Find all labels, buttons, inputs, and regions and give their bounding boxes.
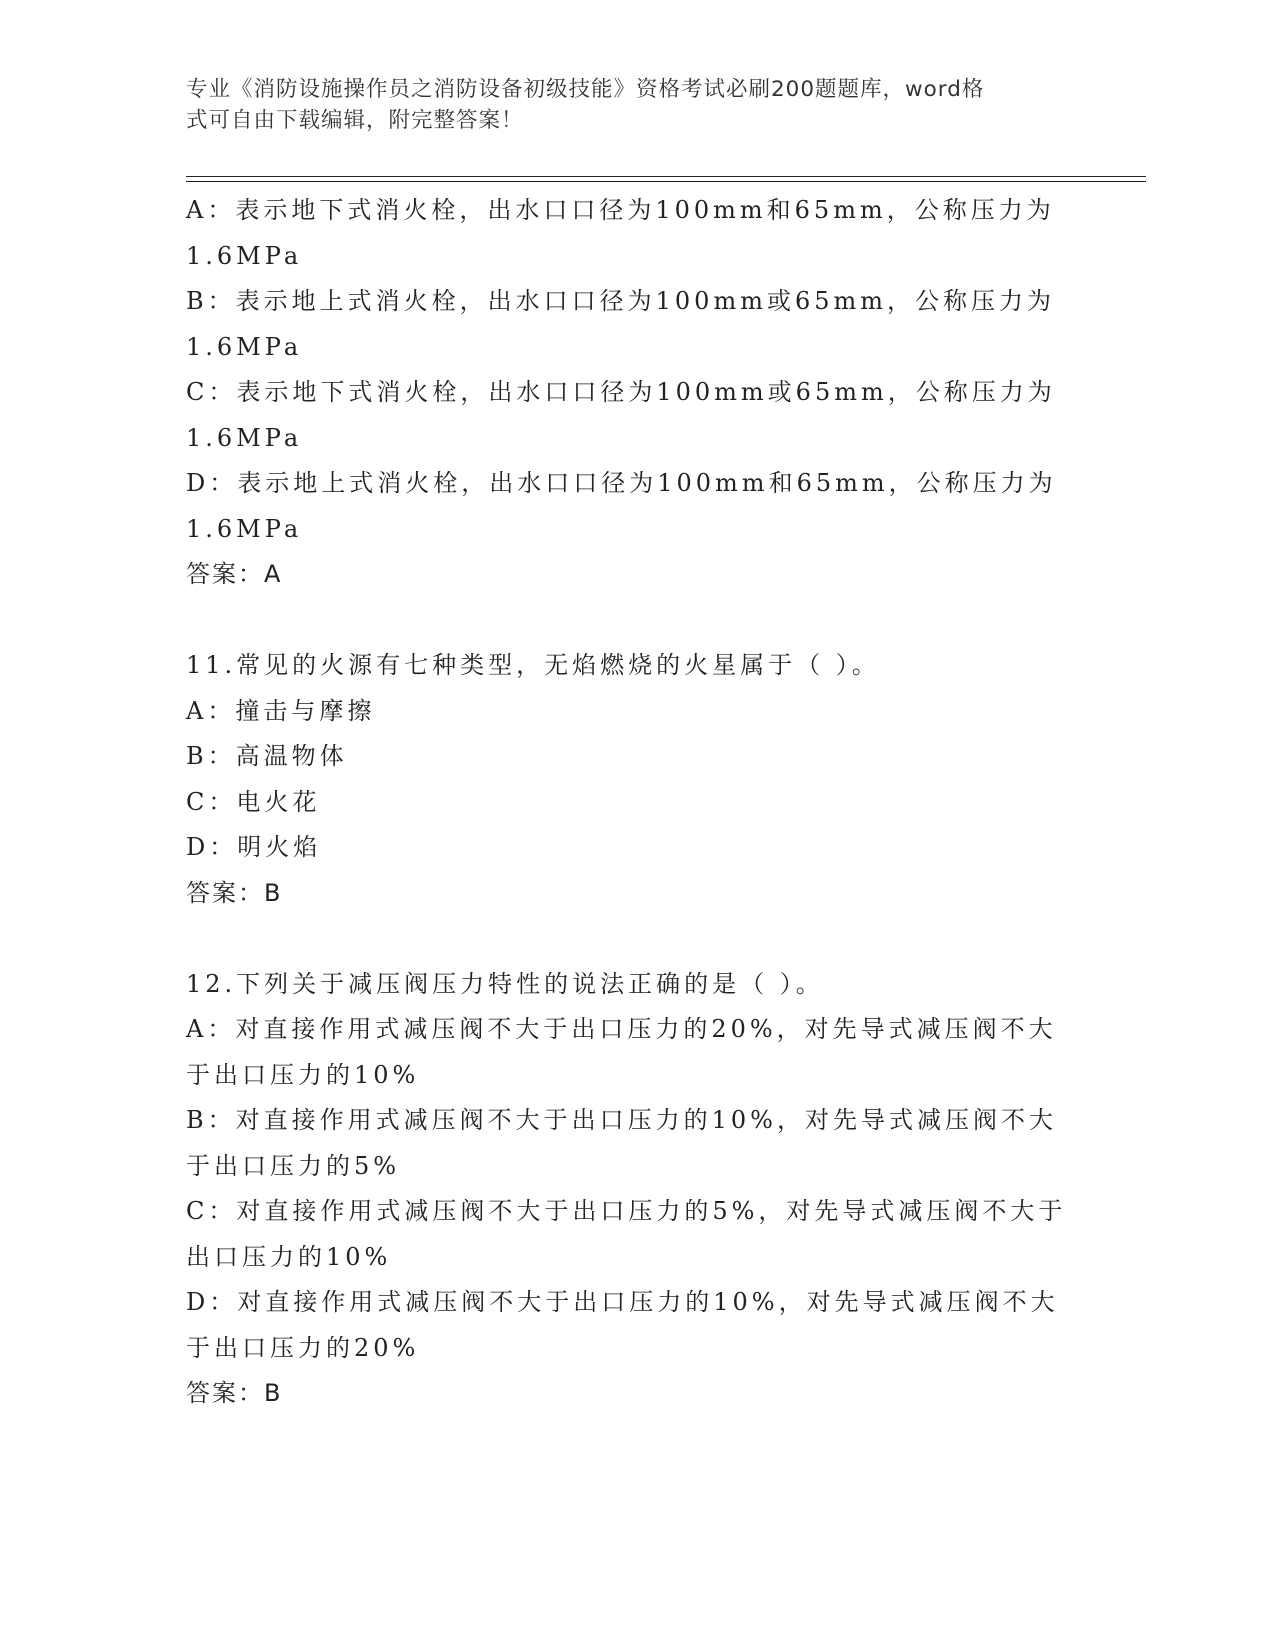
q10-option-a-line2: 1.6MPa [186, 241, 303, 270]
q11-option-b: B：高温物体 [186, 742, 348, 770]
q11-answer: 答案：B [186, 878, 283, 907]
q11-question: 11.常见的火源有七种类型，无焰燃烧的火星属于（ ）。 [186, 651, 880, 679]
document-header [186, 74, 1066, 136]
q10-option-d-line1: D：表示地上式消火栓，出水口口径为100mm和65mm，公称压力为 [186, 469, 1057, 497]
spacer [186, 598, 1086, 644]
q12-option-d-line2: 于出口压力的20% [186, 1333, 420, 1362]
q10-option-c-line2: 1.6MPa [186, 423, 303, 452]
q10-option-d-line2: 1.6MPa [186, 514, 303, 543]
header-divider-top [186, 176, 1146, 177]
q12-option-b-line1: B：对直接作用式减压阀不大于出口压力的10%，对先导式减压阀不大 [186, 1106, 1057, 1134]
question-content [186, 188, 1086, 1417]
q11-option-d: D：明火焰 [186, 833, 322, 861]
q10-option-c-line1: C：表示地下式消火栓，出水口口径为100mm或65mm，公称压力为 [186, 378, 1056, 406]
q12-option-d-line1: D：对直接作用式减压阀不大于出口压力的10%，对先导式减压阀不大 [186, 1288, 1059, 1316]
q10-option-a-line1: A：表示地下式消火栓，出水口口径为100mm和65mm，公称压力为 [186, 196, 1055, 224]
q12-question: 12.下列关于减压阀压力特性的说法正确的是（ ）。 [186, 969, 824, 998]
q10-option-b-line2: 1.6MPa [186, 332, 303, 361]
q12-option-a-line1: A：对直接作用式减压阀不大于出口压力的20%，对先导式减压阀不大 [186, 1015, 1057, 1043]
q12-answer: 答案：B [186, 1379, 283, 1407]
q10-answer: 答案：A [186, 560, 283, 588]
q12-option-a-line2: 于出口压力的10% [186, 1060, 420, 1089]
header-divider-bottom [186, 181, 1146, 182]
q12-option-b-line2: 于出口压力的5% [186, 1151, 401, 1180]
q11-option-c: C：电火花 [186, 787, 321, 816]
q12-option-c-line1: C：对直接作用式减压阀不大于出口压力的5%，对先导式减压阀不大于 [186, 1197, 1067, 1225]
spacer [186, 916, 1086, 962]
header-line-1: 专业《消防设施操作员之消防设备初级技能》资格考试必刷200题题库，word格 [186, 77, 985, 102]
q12-option-c-line2: 出口压力的10% [186, 1242, 392, 1271]
q10-option-b-line1: B：表示地上式消火栓，出水口口径为100mm或65mm，公称压力为 [186, 287, 1056, 315]
header-line-2: 式可自由下载编辑，附完整答案！ [186, 108, 524, 133]
q11-option-a: A：撞击与摩擦 [186, 696, 376, 725]
